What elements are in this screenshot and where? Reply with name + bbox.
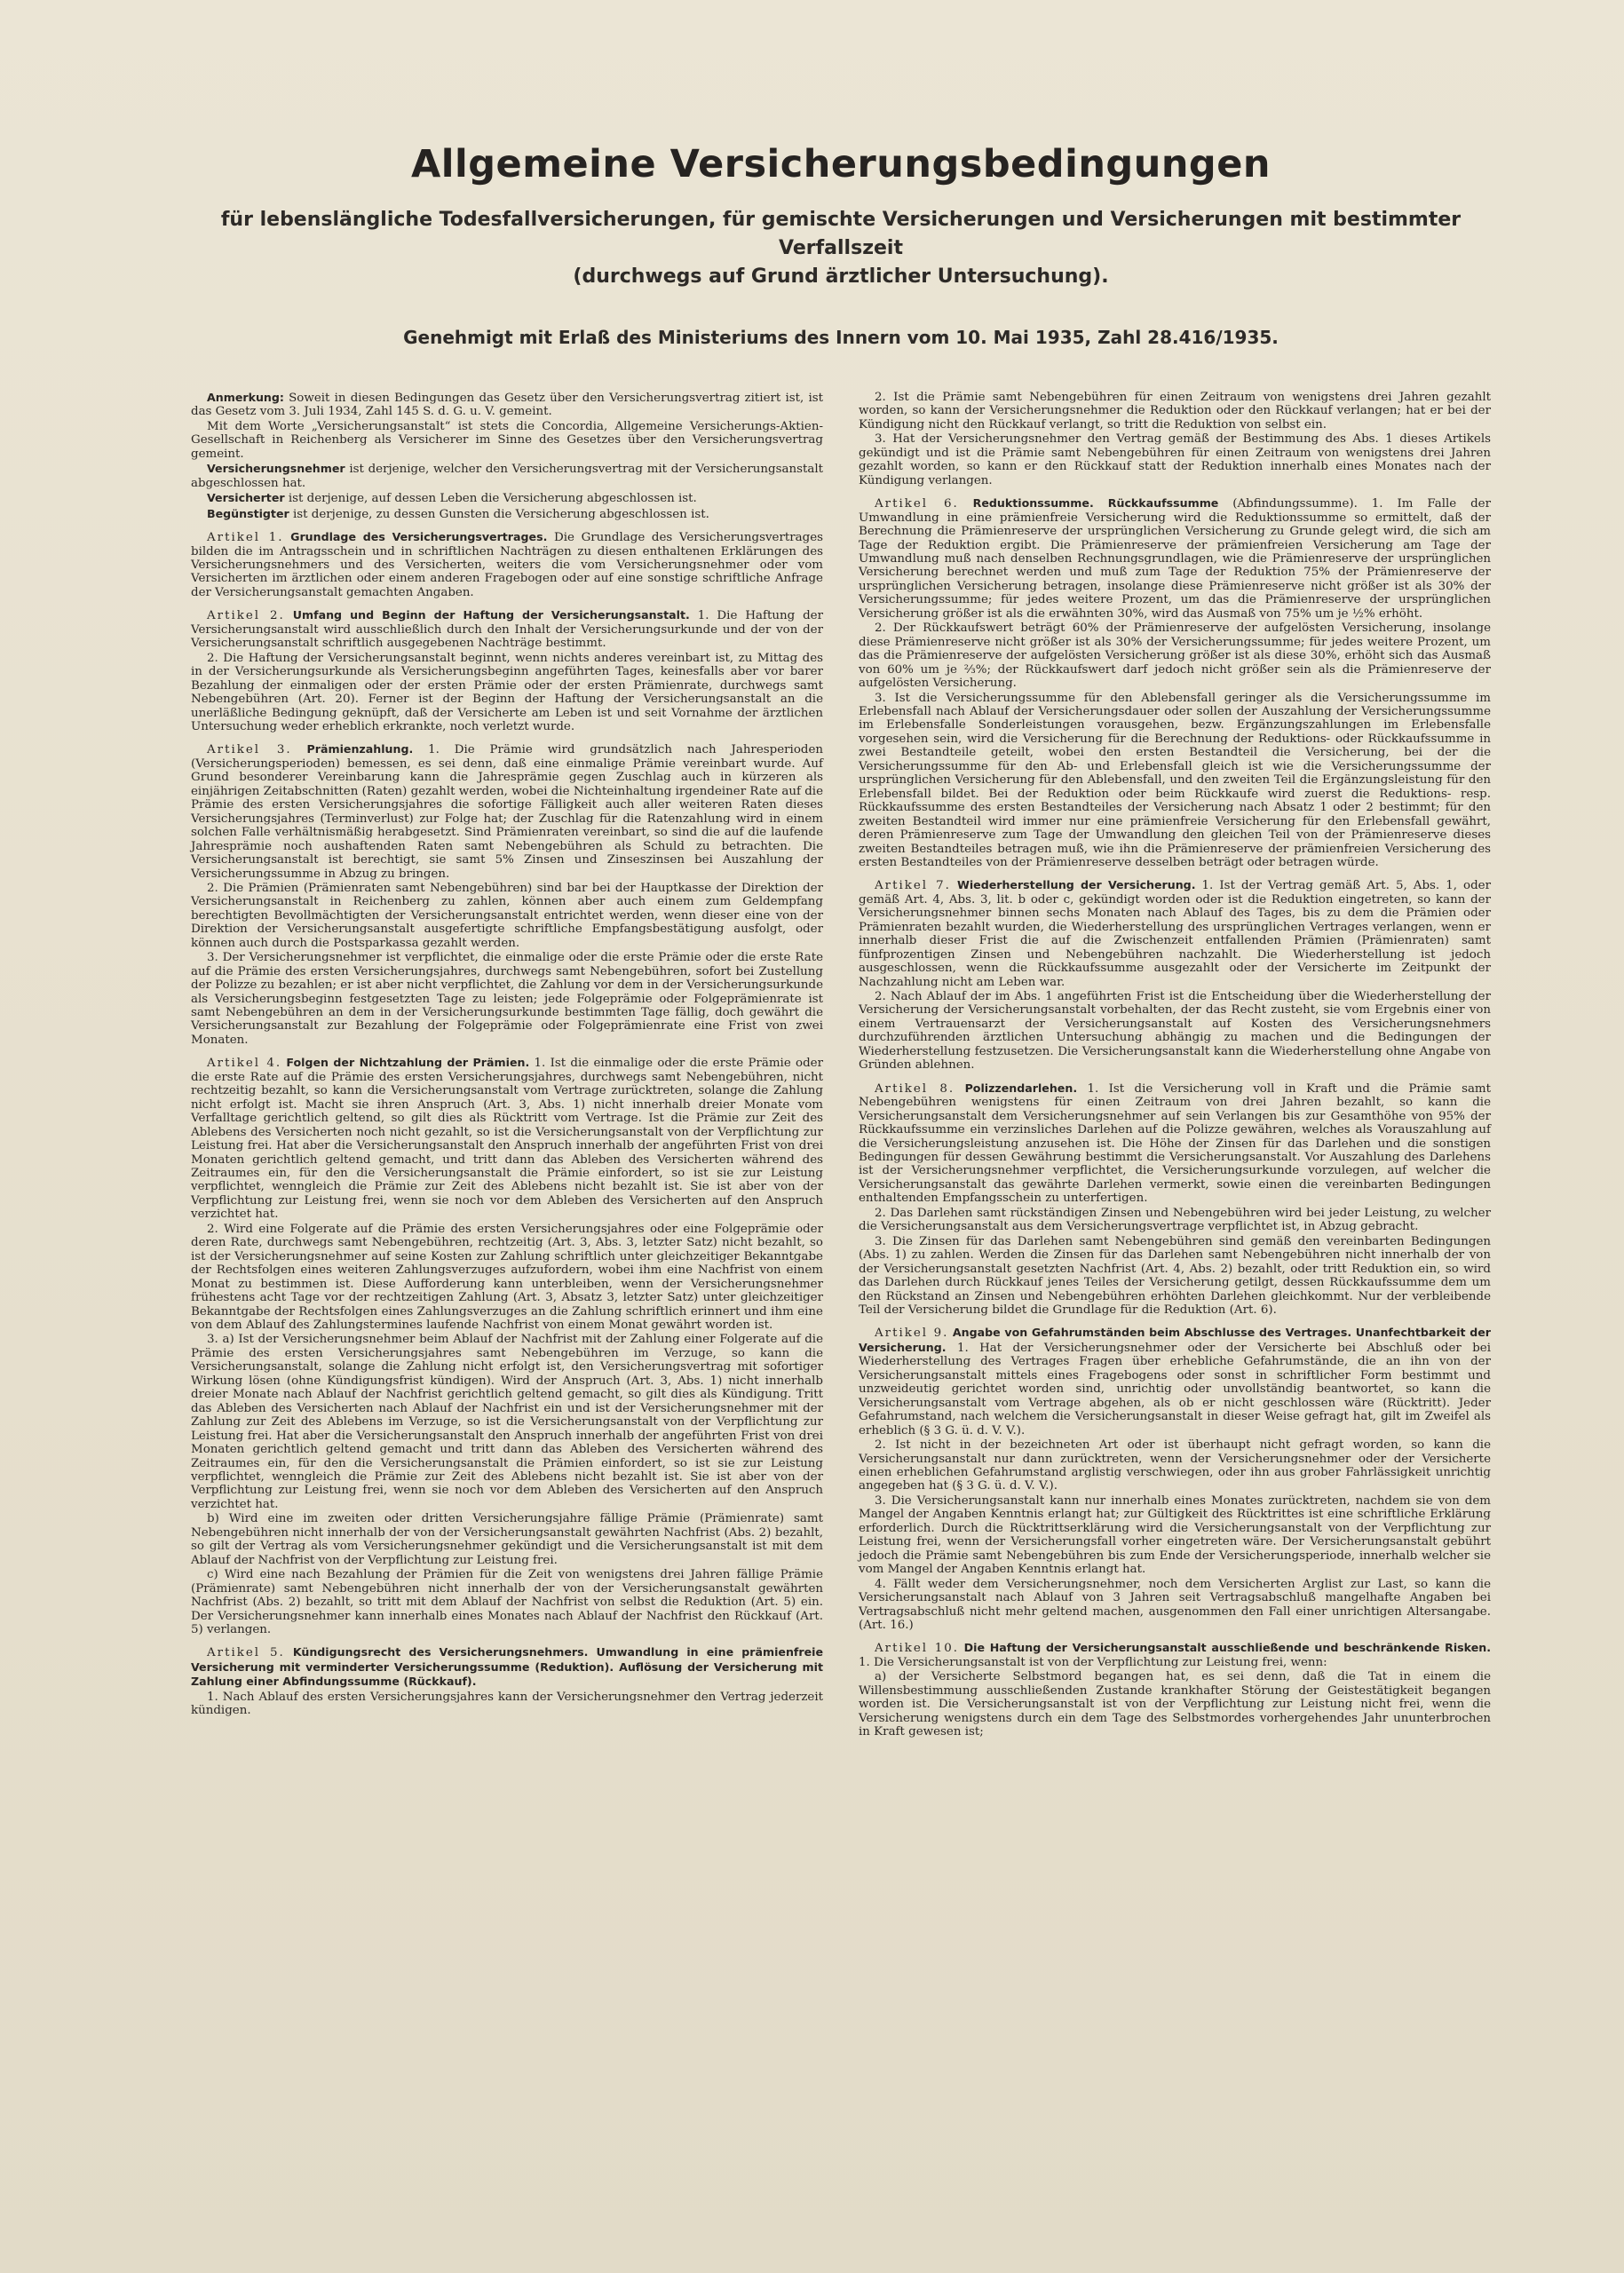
left-paragraph [191,608,823,650]
paragraph-heading: Reduktionssumme. Rückkaufssumme [972,496,1219,511]
paragraph-text: b) Wird eine im zweiten oder dritten Versicherungsjahre fällige Prämie (Prämienrate) samt Nebengebühren nicht innerhalb der von der Versicherungsanstalt gewährten Nachfrist (Abs. 2) bezahlt, so gilt der Vertrag als vom Versicherungsnehmer gekündigt und die Versicherungsanstalt ist mit dem Ablauf der Nachfrist von der Verpflichtung zur Leistung frei. [191,1512,823,1567]
paragraph-text: Die Grundlage des Versicherungsvertrages bilden die im Antragsschein und in schriftlichen Nachträgen zu diesen enthaltenen Erklärungen des Versicherungsnehmers und des Versicherten, weiters die vom Versicherungsnehmer oder vom Versicherten im ärztlichen oder einem anderen Fragebogen oder auf eine sonstige schriftliche Anfrage der Versicherungsanstalt gemachten Angaben. [191,531,823,599]
article-number: Artikel 3. [207,743,292,757]
left-paragraph [191,462,823,490]
document-subtitle-line-1: für lebenslängliche Todesfallversicherungen, für gemischte Versicherungen und Versicherungen mit bestimmter Verfallszeit [220,209,1462,259]
paragraph-heading: Umfang und Beginn der Haftung der Versicherungsanstalt. [292,608,690,622]
paragraph-text: 1. Die Haftung der Versicherungsanstalt wird ausschließlich durch den Inhalt der Versicherungsurkunde und der von der Versicherungsanstalt schriftlich ausgegebenen Nachträge bestimmt. [191,609,823,651]
paragraph-text: Mit dem Worte „Versicherungsanstalt“ ist stets die Concordia, Allgemeine Versicherungs-Aktien-Gesellschaft in Reichenberg als Versicherer im Sinne des Gesetzes über den Versicherungsvertrag gemeint. [191,419,823,461]
document-title: Allgemeine Versicherungsbedingungen [411,142,1271,186]
article-number: Artikel 1. [207,531,284,545]
paragraph-heading: Polizzendarlehen. [964,1081,1078,1095]
right-paragraph [859,622,1491,690]
right-paragraph [859,1670,1491,1738]
left-column [191,391,823,1740]
right-paragraph [859,692,1491,870]
paragraph-text: 2. Das Darlehen samt rückständigen Zinsen und Nebengebühren wird bei jeder Leistung, zu welcher die Versicherungsanstalt aus dem Versicherungsvertrage verpflichtet ist, in Abzug gebracht. [859,1206,1491,1234]
paragraph-text: 3. Ist die Versicherungssumme für den Ablebensfall geringer als die Versicherungssumme im Erlebensfall nach Ablauf der Versicherungsdauer oder sollen der Auszahlung der Versicherungssumme im Erlebensfalle Sonderleistungen vorausgehen, bezw. Ergänzungszahlungen im Erlebensfalle vorgesehen sein, wird die Versicherung für die Berechnung der Reduktions- oder Rückkaufssumme in zwei Bestandteile geteilt, wobei den ersten Bestandteil die Versicherung, bei der die Versicherungssumme für den Ab- und Erlebensfall gleich ist wie die Versicherungssumme der ursprünglichen Versicherung für den Ablebensfall, und den zweiten Teil die Ergänzungsleistung für den Erlebensfall bildet. Bei der Reduktion oder beim Rückkaufe wird zuerst die Reduktions- resp. Rückkaufssumme des ersten Bestandteiles der Versicherung nach Absatz 1 oder 2 bestimmt; für den zweiten Bestandteil wird immer nur eine prämienfreie Versicherung für den Erlebensfall gewährt, deren Prämienreserve zum Tage der Umwandlung den gleichen Teil von der Prämienreserve dieses zweiten Bestandteiles betragen muß, wie ihn die Prämienreserve der prämienfreien Versicherung des ersten Bestandteiles von der Prämienreserve desselben beträgt oder betragen würde. [859,691,1491,869]
right-paragraph [859,1494,1491,1577]
left-paragraph [191,1691,823,1718]
paragraph-text: 1. Ist die einmalige oder die erste Prämie oder die erste Rate auf die Prämie des ersten Versicherungsjahres, durchwegs samt Nebengebühren, nicht rechtzeitig bezahlt, so kann die Versicherungsanstalt vom Vertrage zurücktreten, solange die Zahlung nicht erfolgt ist. Macht sie ihren Anspruch (Art. 3, Abs. 1) nicht innerhalb dreier Monate vom Verfalltage gerichtlich geltend, so gilt dies als Rücktritt vom Vertrage. Ist die Prämie zur Zeit des Ablebens des Versicherten noch nicht gezahlt, so ist die Versicherungsanstalt von der Verpflichtung zur Leistung frei. Hat aber die Versicherungsanstalt den Anspruch innerhalb der angeführten Frist von drei Monaten gerichtlich geltend gemacht, und tritt dann das Ableben des Versicherten während des Zeitraumes ein, für den die Versicherungsanstalt die Prämie einfordert, so ist sie zur Leistung verpflichtet, wenngleich die Prämie zur Zeit des Ablebens nicht bezahlt ist. Sie ist aber von der Verpflichtung zur Leistung frei, wenn sie noch vor dem Ableben des Versicherten auf den Anspruch verzichtet hat. [191,1057,823,1222]
left-paragraph [191,882,823,950]
paragraph-text: 1. Die Prämie wird grundsätzlich nach Jahresperioden (Versicherungsperioden) bemessen, es sei denn, daß eine einmalige Prämie vereinbart wurde. Auf Grund besonderer Vereinbarung kann die Jahresprämie gegen Zuschlag auch in kürzeren als einjährigen Zeitabschnitten (Raten) gezahlt werden, wobei die Nichteinhaltung irgendeiner Rate auf die Prämie des ersten Versicherungsjahres die sofortige Fälligkeit auch aller weiteren Raten dieses Versicherungsjahres (Terminverlust) zur Folge hat; der Zuschlag für die Ratenzahlung wird in einem solchen Falle verhältnismäßig herabgesetzt. Sind Prämienraten vereinbart, so sind die auf die laufende Jahresprämie noch aushaftenden Raten samt Nebengebühren als Schuld zu betrachten. Die Versicherungsanstalt ist berechtigt, sie samt 5% Zinsen und Zinseszinsen bei Auszahlung der Versicherungssumme in Abzug zu bringen. [191,743,823,881]
paragraph-text: 1. Ist der Vertrag gemäß Art. 5, Abs. 1, oder gemäß Art. 4, Abs. 3, lit. b oder c, gekündigt worden oder ist die Reduktion eingetreten, so kann der Versicherungsnehmer binnen sechs Monaten nach Ablauf des Tages, bis zu dem die Prämien oder Prämienraten bezahlt wurden, die Wiederherstellung des ursprünglichen Vertrages verlangen, wenn er innerhalb dieser Frist die auf die Zwischenzeit entfallenden Prämien (Prämienraten) samt fünfprozentigen Zinsen und Nebengebühren nachzahlt. Die Wiederherstellung ist jedoch ausgeschlossen, wenn die Rückkaufssumme ausgezahlt oder der Versicherte im Zeitpunkt der Nachzahlung nicht am Leben war. [859,879,1491,989]
paragraph-text: 3. Die Zinsen für das Darlehen samt Nebengebühren sind gemäß den vereinbarten Bedingungen (Abs. 1) zu zahlen. Werden die Zinsen für das Darlehen samt Nebengebühren nicht innerhalb der von der Versicherungsanstalt gesetzten Nachfrist (Art. 4, Abs. 2) bezahlt, oder tritt Reduktion ein, so wird das Darlehen durch Rückkauf jenes Teiles der Versicherung getilgt, dessen Rückkaufssumme dem um den Rückstand an Zinsen und Nebengebühren erhöhten Darlehen gleichkommt. Nur der verbleibende Teil der Versicherung bildet die Grundlage für die Reduktion (Art. 6). [859,1234,1491,1317]
right-paragraph [859,1578,1491,1633]
paragraph-heading: Grundlage des Versicherungsvertrages. [290,530,548,544]
left-paragraph [191,951,823,1047]
article-number: Artikel 2. [207,609,285,623]
paragraph-text: (Abfindungssumme). 1. Im Falle der Umwandlung in eine prämienfreie Versicherung wird die Reduktionssumme so ermittelt, daß der Berechnung die Prämienreserve der ursprünglichen Versicherung zu Grunde gelegt wird, die sich am Tage der Reduktion ergibt. Die Prämienreserve der prämienfreien Versicherung am Tage der Umwandlung muß nach denselben Rechnungsgrundlagen, wie die Prämienreserve der ursprünglichen Versicherung berechnet werden und muß zum Tage der Reduktion 75% der Prämienreserve der ursprünglichen Versicherung betragen, insolange diese Prämienreserve nicht größer ist als 30% der Versicherungssumme; für jedes weitere Prozent, um das die Prämienreserve der ursprünglichen Versicherung größer ist als die erwähnten 30%, wird das Ausmaß von 75% um je ½% erhöht. [859,497,1492,621]
left-paragraph [191,1333,823,1511]
paragraph-text: 2. Die Haftung der Versicherungsanstalt beginnt, wenn nichts anderes vereinbart ist, zu Mittag des in der Versicherungsurkunde als Versicherungsbeginn angeführten Tages, keinesfalls aber vor barer Bezahlung der einmaligen oder der ersten Prämie oder der ersten Prämienrate, durchwegs samt Nebengebühren (Art. 20). Ferner ist der Beginn der Haftung der Versicherungsanstalt an die unerläßliche Bedingung geknüpft, daß der Versicherte am Leben ist und seit Vornahme der ärztlichen Untersuchung weder erheblich erkrankte, noch verletzt wurde. [191,651,823,733]
left-paragraph [191,1223,823,1333]
left-paragraph [191,491,823,505]
text-columns [191,391,1491,1740]
right-paragraph [859,1641,1491,1669]
paragraph-heading: Versicherter [207,491,285,505]
right-paragraph [859,878,1491,989]
right-paragraph [859,1081,1491,1206]
paragraph-text: 1. Hat der Versicherungsnehmer oder der Versicherte bei Abschluß oder bei Wiederherstellung des Vertrages Fragen über erhebliche Gefahrumstände, die an ihn von der Versicherungsanstalt mittels eines Fragebogens oder sonst in schriftlicher Form bestimmt und unzweideutig gerichtet worden sind, unrichtig oder unvollständig beantwortet, so kann die Versicherungsanstalt vom Vertrage abgehen, als ob er nicht geschlossen wäre (Rücktritt). Jeder Gefahrumstand, nach welchem die Versicherungsanstalt in dieser Weise gefragt hat, gilt im Zweifel als erheblich (§ 3 G. ü. d. V. V.). [859,1341,1491,1437]
paragraph-text: ist derjenige, zu dessen Gunsten die Versicherung abgeschlossen ist. [289,507,709,521]
right-paragraph [859,391,1491,432]
left-paragraph [191,1512,823,1567]
paragraph-text: 3. Die Versicherungsanstalt kann nur innerhalb eines Monates zurücktreten, nachdem sie von dem Mangel der Angaben Kenntnis erlangt hat; zur Gültigkeit des Rücktrittes ist eine schriftliche Erklärung erforderlich. Durch die Rücktrittserklärung wird die Versicherungsanstalt von der Verpflichtung zur Leistung frei, wenn der Versicherungsfall vorher eingetreten wäre. Der Versicherungsanstalt gebührt jedoch die Prämie samt Nebengebühren bis zum Ende der Versicherungsperiode, innerhalb welcher sie vom Mangel der Angaben Kenntnis erlangt hat. [859,1493,1491,1577]
paragraph-text: 2. Ist die Prämie samt Nebengebühren für einen Zeitraum von wenigstens drei Jahren gezahlt worden, so kann der Versicherungsnehmer die Reduktion oder den Rückkauf verlangen; hat er bei der Kündigung nicht den Rückkauf verlangt, so tritt die Reduktion von selbst ein. [859,391,1491,432]
right-column [859,391,1491,1740]
paragraph-text: 2. Wird eine Folgerate auf die Prämie des ersten Versicherungsjahres oder eine Folgeprämie oder deren Rate, durchwegs samt Nebengebühren, rechtzeitig (Art. 3, Abs. 3, letzter Satz) nicht bezahlt, so ist der Versicherungsnehmer auf seine Kosten zur Zahlung schriftlich unter gleichzeitiger Bekanntgabe der Rechtsfolgen eines weiteren Zahlungsverzuges aufzufordern, wobei ihm eine Nachfrist von einem Monat zu bestimmen ist. Diese Aufforderung kann unterbleiben, wenn der Versicherungsnehmer frühestens acht Tage vor der rechtzeitigen Zahlung (Art. 3, Absatz 3, letzter Satz) unter gleichzeitiger Bekanntgabe der Rechtsfolgen eines Zahlungsverzuges an die Zahlung schriftlich erinnert und ihm eine von dem Ablauf des Zahlungstermines laufende Nachfrist von einem Monat gewährt worden ist. [191,1222,823,1332]
paragraph-text: ist derjenige, auf dessen Leben die Versicherung abgeschlossen ist. [284,492,697,506]
left-paragraph [191,1568,823,1636]
right-paragraph [859,1235,1491,1318]
paragraph-heading: Angabe von Gefahrumständen beim Abschlusse des Vertrages. Unanfechtbarkeit der Versicherung. [859,1326,1491,1354]
paragraph-text: 1. Nach Ablauf des ersten Versicherungsjahres kann der Versicherungsnehmer den Vertrag jederzeit kündigen. [191,1690,823,1718]
paragraph-heading: Kündigungsrecht des Versicherungsnehmers. Umwandlung in eine prämienfreie Versicherung mit verminderter Versicherungssumme (Reduktion). Auflösung der Versicherung mit Zahlung einer Abfindungssumme (Rückkauf). [191,1645,823,1689]
article-number: Artikel 6. [875,497,959,511]
right-paragraph [859,1207,1491,1234]
right-paragraph [859,496,1491,621]
paragraph-text: 2. Die Prämien (Prämienraten samt Nebengebühren) sind bar bei der Hauptkasse der Direktion der Versicherungsanstalt in Reichenberg zu zahlen, können aber auch einem zum Geldempfang berechtigten Bevollmächtigten der Versicherungsanstalt entrichtet werden, wenn dieser eine von der Direktion der Versicherungsanstalt ausgefertigte schriftliche Empfangsbestätigung ausfolgt, oder können auch durch die Postsparkassa gezahlt werden. [191,881,823,950]
paragraph-text: 4. Fällt weder dem Versicherungsnehmer, noch dem Versicherten Arglist zur Last, so kann die Versicherungsanstalt nach Ablauf von 3 Jahren seit Vertragsabschluß mangelhafte Angaben bei Vertragsabschluß nicht mehr geltend machen, ausgenommen den Fall einer unrichtigen Altersangabe. (Art. 16.) [859,1577,1491,1632]
paragraph-heading: Versicherungsnehmer [207,462,345,476]
paragraph-text: 1. Die Versicherungsanstalt ist von der Verpflichtung zur Leistung frei, wenn: [859,1655,1327,1669]
left-paragraph [191,1056,823,1221]
paragraph-heading: Prämienzahlung. [306,742,414,756]
article-number: Artikel 7. [875,879,951,893]
left-paragraph [191,742,823,881]
paragraph-text: a) der Versicherte Selbstmord begangen hat, es sei denn, daß die Tat in einem die Willensbestimmung ausschließenden Zustande krankhafter Störung der Geistestätigkeit begangen worden ist. Die Versicherungsanstalt ist von der Verpflichtung zur Leistung nicht frei, wenn die Versicherung wenigstens durch ein dem Tage des Selbstmordes vorhergehendes Jahr ununterbrochen in Kraft gewesen ist; [859,1670,1491,1739]
paragraph-text: 1. Ist die Versicherung voll in Kraft und die Prämie samt Nebengebühren wenigstens für einen Zeitraum von drei Jahren bezahlt, so kann die Versicherungsanstalt dem Versicherungsnehmer auf sein Verlangen bis zur Gesamthöhe von 95% der Rückkaufssumme ein verzinsliches Darlehen auf die Polizze gewähren, welches als Vorauszahlung auf die Versicherungsleistung anzusehen ist. Die Höhe der Zinsen für das Darlehen und die sonstigen Bedingungen für dessen Gewährung bestimmt die Versicherungsanstalt. Vor Auszahlung des Darlehens ist der Versicherungsnehmer verpflichtet, die Versicherungsurkunde vorzulegen, auf welcher die Versicherungsanstalt das gewährte Darlehen vermerkt, sowie einen die vereinbarten Bedingungen enthaltenden Empfangsschein zu unterfertigen. [859,1081,1492,1206]
right-paragraph [859,990,1491,1073]
paragraph-heading: Wiederherstellung der Versicherung. [956,878,1196,892]
right-paragraph [859,432,1491,487]
paragraph-text: Soweit in diesen Bedingungen das Gesetz über den Versicherungsvertrag zitiert ist, ist das Gesetz vom 3. Juli 1934, Zahl 145 S. d. G. u. V. gemeint. [191,392,823,419]
paragraph-heading: Die Haftung der Versicherungsanstalt ausschließende und beschränkende Risken. [963,1641,1491,1655]
paragraph-text: 2. Nach Ablauf der im Abs. 1 angeführten Frist ist die Entscheidung über die Wiederherstellung der Versicherung der Versicherungsanstalt vorbehalten, der das Recht zusteht, sie vom Ergebnis einer von einem Vertrauensarzt der Versicherungsanstalt auf Kosten des Versicherungsnehmers durchzuführenden ärztlichen Untersuchung abhängig zu machen und die Bedingungen der Wiederherstellung festzusetzen. Die Versicherungsanstalt kann die Wiederherstellung ohne Angabe von Gründen ablehnen. [859,990,1491,1073]
paragraph-text: 2. Der Rückkaufswert beträgt 60% der Prämienreserve der aufgelösten Versicherung, insolange diese Prämienreserve nicht größer ist als 30% der Versicherungssumme; für jedes weitere Prozent, um das die Prämienreserve der aufgelösten Versicherung größer ist als diese 30%, erhöht sich das Ausmaß von 60% um je ⅔%; der Rückkaufswert darf jedoch nicht größer sein als die Prämienreserve der aufgelösten Versicherung. [859,622,1491,691]
left-paragraph [191,1645,823,1689]
paragraph-text: ist derjenige, welcher den Versicherungsvertrag mit der Versicherungsanstalt abgeschlossen hat. [191,463,823,490]
right-paragraph [859,1438,1491,1493]
article-number: Artikel 9. [875,1327,949,1341]
right-paragraph [859,1326,1491,1437]
left-paragraph [191,652,823,734]
approval-note: Genehmigt mit Erlaß des Ministeriums des Innern vom 10. Mai 1935, Zahl 28.416/1935. [403,327,1279,348]
paragraph-text: 3. Der Versicherungsnehmer ist verpflichtet, die einmalige oder die erste Prämie oder die erste Rate auf die Prämie des ersten Versicherungsjahres, durchwegs samt Nebengebühren, sofort bei Zustellung der Polizze zu bezahlen; er ist aber nicht verpflichtet, die Zahlung vor dem in der Versicherungsurkunde als Versicherungsbeginn festgesetzten Tage zu leisten; jede Folgeprämie oder Folgeprämienrate ist samt Nebengebühren an dem in der Versicherungsurkunde bestimmten Tage fällig, doch gewährt die Versicherungsanstalt zur Bezahlung der Folgeprämie oder Folgeprämienrate eine Frist von zwei Monaten. [191,951,823,1047]
document-subtitle-line-2: (durchwegs auf Grund ärztlicher Untersuchung). [573,265,1109,288]
paragraph-heading: Folgen der Nichtzahlung der Prämien. [286,1056,530,1070]
article-number: Artikel 10. [875,1642,960,1656]
article-number: Artikel 8. [875,1081,955,1096]
left-paragraph [191,420,823,461]
article-number: Artikel 4. [207,1057,282,1071]
paragraph-text: 2. Ist nicht in der bezeichneten Art oder ist überhaupt nicht gefragt worden, so kann die Versicherungsanstalt nur dann zurücktreten, wenn der Versicherungsnehmer oder der Versicherte einen erheblichen Gefahrumstand arglistig verschwiegen, oder ihn aus grober Fahrlässigkeit unrichtig angegeben hat (§ 3 G. ü. d. V. V.). [859,1438,1491,1493]
article-number: Artikel 5. [207,1646,285,1660]
paragraph-text: 3. a) Ist der Versicherungsnehmer beim Ablauf der Nachfrist mit der Zahlung einer Folgerate auf die Prämie des ersten Versicherungsjahres samt Nebengebühren im Verzuge, so kann die Versicherungsanstalt, solange die Zahlung nicht erfolgt ist, den Versicherungsvertrag mit sofortiger Wirkung lösen (ohne Kündigungsfrist kündigen). Wird der Anspruch (Art. 3, Abs. 1) nicht innerhalb dreier Monate nach Ablauf der Nachfrist gerichtlich geltend gemacht, so gilt dies als Kündigung. Tritt das Ableben des Versicherten nach Ablauf der Nachfrist ein und ist der Versicherungsnehmer mit der Zahlung zur Zeit des Ablebens im Verzuge, so ist die Versicherungsanstalt von der Verpflichtung zur Leistung frei. Hat aber die Versicherungsanstalt den Anspruch innerhalb der angeführten Frist von drei Monaten gerichtlich geltend gemacht und tritt dann das Ableben des Versicherten während des Zeitraumes ein, für den die Versicherungsanstalt die Prämien einfordert, so ist sie zur Leistung verpflichtet, wenngleich die Prämie zur Zeit des Ablebens nicht bezahlt ist. Sie ist aber von der Verpflichtung zur Leistung frei, wenn sie noch vor dem Ableben des Versicherten auf den Anspruch verzichtet hat. [191,1333,823,1511]
left-paragraph [191,391,823,419]
left-paragraph [191,530,823,599]
paragraph-text: c) Wird eine nach Bezahlung der Prämien für die Zeit von wenigstens drei Jahren fällige Prämie (Prämienrate) samt Nebengebühren nicht innerhalb der von der Versicherungsanstalt gewährten Nachfrist (Abs. 2) bezahlt, so tritt mit dem Ablauf der Nachfrist von selbst die Reduktion (Art. 5) ein. Der Versicherungsnehmer kann innerhalb eines Monates nach Ablauf der Nachfrist den Rückkauf (Art. 5) verlangen. [191,1568,823,1636]
paragraph-heading: Begünstigter [207,506,289,520]
paragraph-heading: Anmerkung: [207,391,284,404]
left-paragraph [191,507,823,521]
paragraph-text: 3. Hat der Versicherungsnehmer den Vertrag gemäß der Bestimmung des Abs. 1 dieses Artikels gekündigt und ist die Prämie samt Nebengebühren für einen Zeitraum von wenigstens drei Jahren gezahlt worden, so kann er den Rückkauf statt der Reduktion innerhalb eines Monates nach der Kündigung verlangen. [859,432,1491,487]
